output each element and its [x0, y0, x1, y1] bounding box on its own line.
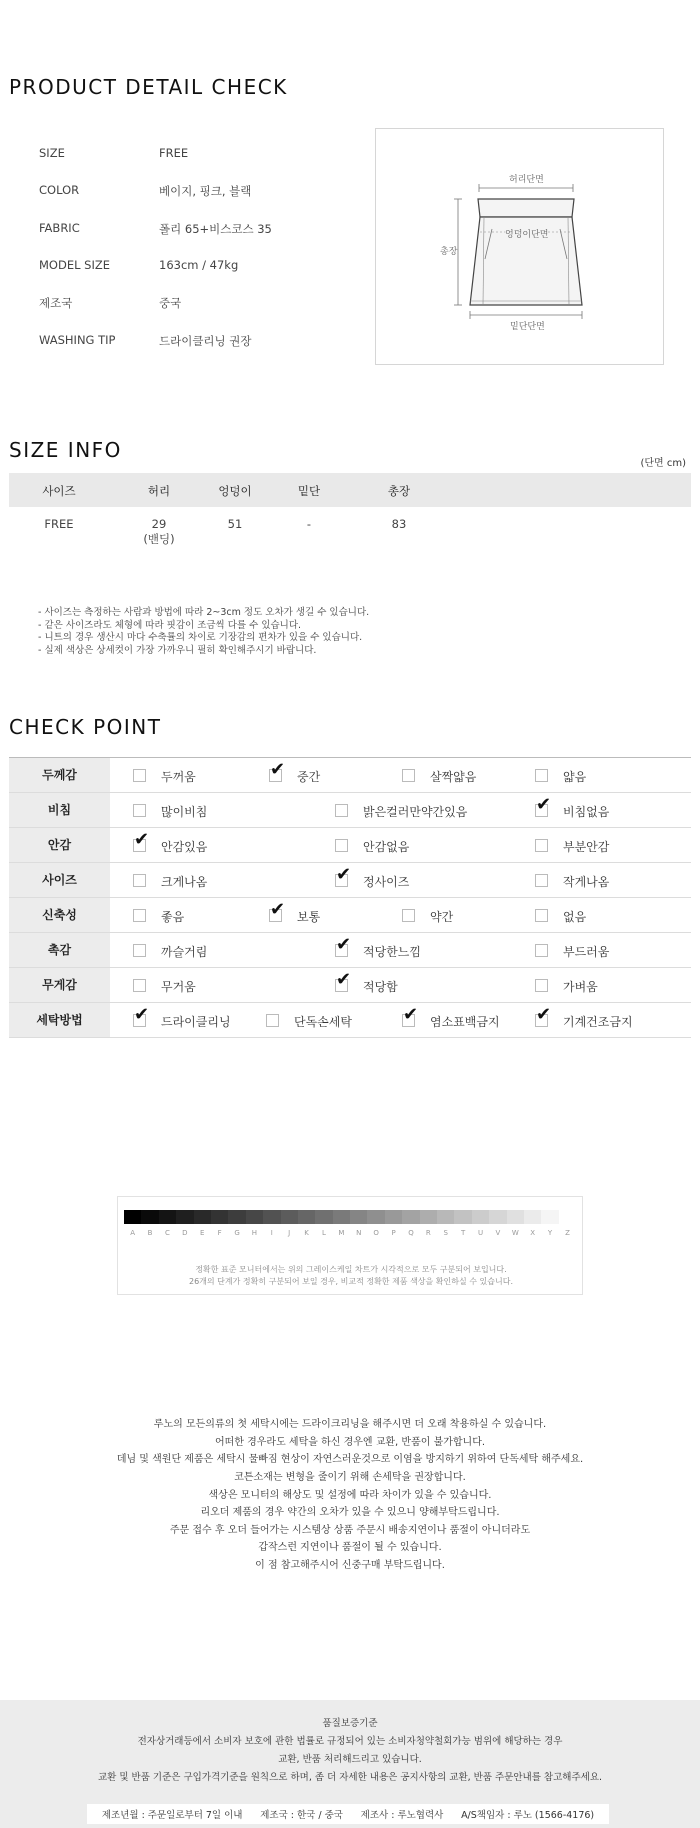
check-option-label: 부분안감 — [563, 840, 610, 854]
waist-label: 허리단면 — [509, 175, 544, 185]
grayscale-letter: Z — [565, 1229, 570, 1237]
header-hip: 엉덩이 — [218, 484, 252, 498]
grayscale-chart — [117, 1196, 583, 1295]
grayscale-step — [420, 1210, 437, 1224]
detail-value: 163cm / 47kg — [159, 258, 239, 272]
size-info-title: SIZE INFO — [9, 438, 122, 462]
notice-line: 색상은 모니터의 해상도 및 설정에 따라 차이가 있을 수 있습니다. — [208, 1490, 492, 1501]
header-waist: 허리 — [147, 484, 171, 498]
grayscale-step — [228, 1210, 245, 1224]
check-row — [9, 968, 691, 1003]
grayscale-step — [194, 1210, 211, 1224]
grayscale-letter: B — [147, 1229, 153, 1237]
detail-label: WASHING TIP — [39, 333, 116, 347]
checkbox — [133, 874, 146, 887]
checkbox — [535, 839, 548, 852]
footer-origin: 제조국 : 한국 / 중국 — [260, 1810, 343, 1821]
check-option-label: 살짝얇음 — [430, 770, 477, 784]
detail-row-model-size — [39, 258, 339, 278]
grayscale-step — [176, 1210, 193, 1224]
grayscale-letter: V — [495, 1229, 501, 1237]
check-row-label: 촉감 — [9, 933, 110, 967]
check-point-title: CHECK POINT — [9, 715, 162, 739]
grayscale-step — [281, 1210, 298, 1224]
grayscale-step — [489, 1210, 506, 1224]
check-row-label: 세탁방법 — [9, 1003, 110, 1037]
grayscale-step — [298, 1210, 315, 1224]
grayscale-letter: G — [234, 1229, 240, 1237]
checkbox — [402, 909, 415, 922]
grayscale-strip — [124, 1210, 576, 1224]
check-option-label: 밝은컬러만약간있음 — [363, 805, 468, 819]
detail-value: 베이지, 핑크, 블랙 — [159, 184, 252, 198]
detail-value: FREE — [159, 146, 189, 160]
checkmark-icon: ✔ — [336, 864, 352, 885]
checkbox — [535, 874, 548, 887]
detail-label: MODEL SIZE — [39, 258, 110, 272]
detail-row-fabric — [39, 221, 339, 241]
grayscale-letter: H — [251, 1229, 258, 1237]
quality-footer — [0, 1700, 700, 1828]
footer-maker: 제조사 : 루노협력사 — [360, 1810, 444, 1821]
notice-line: 주문 접수 후 오더 들어가는 시스템상 상품 주문시 배송지연이나 품절이 아니더라도 — [169, 1525, 531, 1536]
check-option-label: 드라이클리닝 — [161, 1015, 231, 1029]
detail-row-origin — [39, 295, 339, 315]
grayscale-letter: S — [443, 1229, 448, 1237]
grayscale-letter: P — [391, 1229, 396, 1237]
check-option-label: 적당함 — [363, 980, 398, 994]
checkmark-icon: ✔ — [270, 899, 286, 920]
unit-label: (단면 cm) — [640, 458, 686, 469]
hem-label: 밑단단면 — [510, 322, 545, 332]
check-row — [9, 828, 691, 863]
grayscale-letter: E — [200, 1229, 205, 1237]
check-row-label: 무게감 — [9, 968, 110, 1002]
check-option-label: 염소표백금지 — [430, 1015, 500, 1029]
grayscale-step — [141, 1210, 158, 1224]
grayscale-step — [507, 1210, 524, 1224]
cell-hip: 51 — [227, 517, 243, 531]
footer-line: 전자상거래등에서 소비자 보호에 관한 법률로 규정되어 있는 소비자청약철회가능 범위에 해당하는 경우 — [137, 1736, 563, 1747]
grayscale-step — [472, 1210, 489, 1224]
grayscale-note-1: 정확한 표준 모니터에서는 위의 그레이스케일 차트가 시각적으로 모두 구분되어 보입니다. — [195, 1265, 507, 1274]
table-row — [9, 507, 691, 567]
check-row-label: 비침 — [9, 793, 110, 827]
grayscale-note-2: 26개의 단계가 정확히 구분되어 보일 경우, 비교적 정확한 제품 색상을 확인하실 수 있습니다. — [189, 1277, 513, 1286]
check-option-label: 약간 — [430, 910, 454, 924]
check-option-label: 작게나옴 — [563, 875, 610, 889]
detail-label: 제조국 — [39, 296, 73, 310]
check-option-label: 기계건조금지 — [563, 1015, 633, 1029]
footer-line: 교환, 반품 처리해드리고 있습니다. — [278, 1754, 422, 1765]
checkbox — [402, 769, 415, 782]
check-row-label: 두께감 — [9, 758, 110, 792]
check-row — [9, 1003, 691, 1038]
grayscale-letter: W — [511, 1229, 519, 1237]
check-option-label: 정사이즈 — [363, 875, 410, 889]
grayscale-step — [350, 1210, 367, 1224]
checkbox — [133, 804, 146, 817]
check-option-label: 까슬거림 — [161, 945, 208, 959]
notice-line: 어떠한 경우라도 세탁을 하신 경우엔 교환, 반품이 불가합니다. — [214, 1437, 486, 1448]
checkmark-icon: ✔ — [270, 759, 286, 780]
checkbox — [335, 804, 348, 817]
check-row — [9, 898, 691, 933]
check-row-label: 신축성 — [9, 898, 110, 932]
checkmark-icon: ✔ — [336, 969, 352, 990]
checkbox — [535, 944, 548, 957]
grayscale-step — [246, 1210, 263, 1224]
grayscale-step — [402, 1210, 419, 1224]
check-option-label: 적당한느낌 — [363, 945, 421, 959]
checkbox — [266, 1014, 279, 1027]
footer-title: 품질보증기준 — [322, 1718, 378, 1729]
grayscale-letter: Q — [408, 1229, 414, 1237]
checkbox — [535, 769, 548, 782]
cell-length: 83 — [391, 517, 407, 531]
check-option-label: 부드러움 — [563, 945, 610, 959]
grayscale-step — [385, 1210, 402, 1224]
check-option-label: 가벼움 — [563, 980, 598, 994]
grayscale-letter: T — [460, 1229, 466, 1237]
grayscale-letter: N — [356, 1229, 362, 1237]
header-size: 사이즈 — [42, 484, 76, 498]
size-note: - 실제 색상은 상세컷이 가장 가까우니 필히 확인해주시기 바랍니다. — [38, 644, 317, 656]
grayscale-letter: F — [217, 1229, 222, 1237]
check-option-label: 없음 — [563, 910, 587, 924]
notice-line: 데님 및 색원단 제품은 세탁시 물빠짐 현상이 자연스러운것으로 이염을 방지하기 위하여 단독세탁 해주세요. — [116, 1454, 584, 1465]
detail-label: SIZE — [39, 146, 65, 160]
grayscale-letter: A — [130, 1229, 136, 1237]
grayscale-letters — [124, 1229, 576, 1237]
cell-waist-note: (밴딩) — [143, 532, 175, 546]
grayscale-letter: X — [530, 1229, 536, 1237]
size-note: - 사이즈는 측정하는 사람과 방법에 따라 2~3cm 정도 오차가 생길 수 있습니다. — [38, 607, 370, 618]
cell-size: FREE — [44, 517, 74, 531]
grayscale-letter: J — [288, 1229, 291, 1237]
check-row — [9, 863, 691, 898]
grayscale-letter: M — [338, 1229, 345, 1237]
checkbox — [335, 839, 348, 852]
check-option-label: 중간 — [297, 770, 321, 784]
notice-line: 갑작스런 지연이나 품절이 될 수 있습니다. — [258, 1542, 442, 1553]
grayscale-step — [159, 1210, 176, 1224]
skirt-diagram-box — [375, 128, 664, 365]
check-point-table — [9, 757, 691, 1038]
check-option-label: 얇음 — [563, 770, 587, 784]
notice-line: 리오더 제품의 경우 약간의 오차가 있을 수 있으니 양해부탁드립니다. — [200, 1507, 500, 1518]
grayscale-step — [211, 1210, 228, 1224]
check-option-label: 크게나옴 — [161, 875, 208, 889]
checkbox — [133, 909, 146, 922]
checkbox — [535, 909, 548, 922]
grayscale-step — [124, 1210, 141, 1224]
checkmark-icon: ✔ — [403, 1004, 419, 1025]
check-option-label: 많이비침 — [161, 805, 208, 819]
check-option-label: 안감없음 — [363, 840, 410, 854]
grayscale-letter: C — [165, 1229, 170, 1237]
grayscale-letter: R — [425, 1229, 431, 1237]
detail-value: 중국 — [159, 296, 182, 310]
notice-line: 코튼소재는 변형을 줄이기 위해 손세탁을 권장합니다. — [234, 1472, 466, 1483]
product-detail-title: PRODUCT DETAIL CHECK — [9, 75, 288, 99]
checkbox — [535, 979, 548, 992]
grayscale-step — [524, 1210, 541, 1224]
grayscale-step — [333, 1210, 350, 1224]
detail-label: FABRIC — [39, 221, 80, 235]
grayscale-letter: Y — [547, 1229, 553, 1237]
check-row — [9, 758, 691, 793]
notice-line: 루노의 모든의류의 첫 세탁시에는 드라이크리닝을 해주시면 더 오래 착용하실 수 있습니다. — [153, 1419, 547, 1430]
check-option-label: 비침없음 — [563, 805, 610, 819]
notice-line: 이 점 참고해주시어 신중구매 부탁드립니다. — [255, 1560, 445, 1571]
check-row — [9, 933, 691, 968]
detail-row-washing — [39, 333, 339, 353]
grayscale-letter: D — [182, 1229, 188, 1237]
size-note: - 니트의 경우 생산시 마다 수축률의 차이로 기장감의 편차가 있을 수 있습니다. — [38, 632, 363, 643]
grayscale-letter: K — [304, 1229, 309, 1237]
grayscale-letter: L — [322, 1229, 326, 1237]
grayscale-step — [559, 1210, 576, 1224]
footer-info-bar — [87, 1804, 609, 1824]
check-option-label: 안감있음 — [161, 840, 208, 854]
size-table-header — [9, 473, 691, 507]
grayscale-letter: I — [270, 1229, 273, 1237]
grayscale-step — [454, 1210, 471, 1224]
grayscale-step — [437, 1210, 454, 1224]
footer-line: 교환 및 반품 기준은 구입가격기준을 원칙으로 하며, 좀 더 자세한 내용은 공지사항의 교환, 반품 주문안내를 참고해주세요. — [97, 1772, 603, 1783]
cell-waist: 29 — [151, 517, 167, 531]
grayscale-letter: U — [477, 1229, 484, 1237]
checkmark-icon: ✔ — [134, 1004, 150, 1025]
checkmark-icon: ✔ — [536, 794, 552, 815]
size-note: - 같은 사이즈라도 체형에 따라 핏감이 조금씩 다를 수 있습니다. — [38, 619, 302, 631]
grayscale-step — [541, 1210, 558, 1224]
check-option-label: 단독손세탁 — [294, 1015, 352, 1029]
check-option-label: 두꺼움 — [161, 770, 196, 784]
check-row — [9, 793, 691, 828]
detail-row-color — [39, 183, 339, 203]
check-option-label: 무거움 — [161, 980, 196, 994]
length-label: 총장 — [440, 247, 458, 257]
check-row-label: 안감 — [9, 828, 110, 862]
detail-value: 드라이클리닝 권장 — [159, 334, 252, 348]
cell-hem: - — [306, 517, 312, 531]
grayscale-step — [315, 1210, 332, 1224]
checkbox — [133, 979, 146, 992]
grayscale-step — [367, 1210, 384, 1224]
check-row-label: 사이즈 — [9, 863, 110, 897]
detail-label: COLOR — [39, 183, 80, 197]
header-length: 총장 — [387, 484, 411, 498]
checkmark-icon: ✔ — [336, 934, 352, 955]
checkbox — [133, 944, 146, 957]
checkbox — [133, 769, 146, 782]
detail-row-size — [39, 146, 339, 166]
size-notes — [38, 607, 369, 657]
checkmark-icon: ✔ — [536, 1004, 552, 1025]
header-hem: 밑단 — [297, 484, 321, 498]
detail-value: 폴리 65+비스코스 35 — [159, 222, 272, 236]
check-option-label: 좋음 — [161, 910, 185, 924]
hip-label: 엉덩이단면 — [505, 227, 548, 240]
grayscale-letter: O — [373, 1229, 379, 1237]
check-option-label: 보통 — [297, 910, 321, 924]
grayscale-step — [263, 1210, 280, 1224]
footer-manufacture-date: 제조년월 : 주문일로부터 7일 이내 — [101, 1810, 243, 1821]
checkmark-icon: ✔ — [134, 829, 150, 850]
footer-as-contact: A/S책임자 : 루노 (1566-4176) — [461, 1810, 595, 1821]
